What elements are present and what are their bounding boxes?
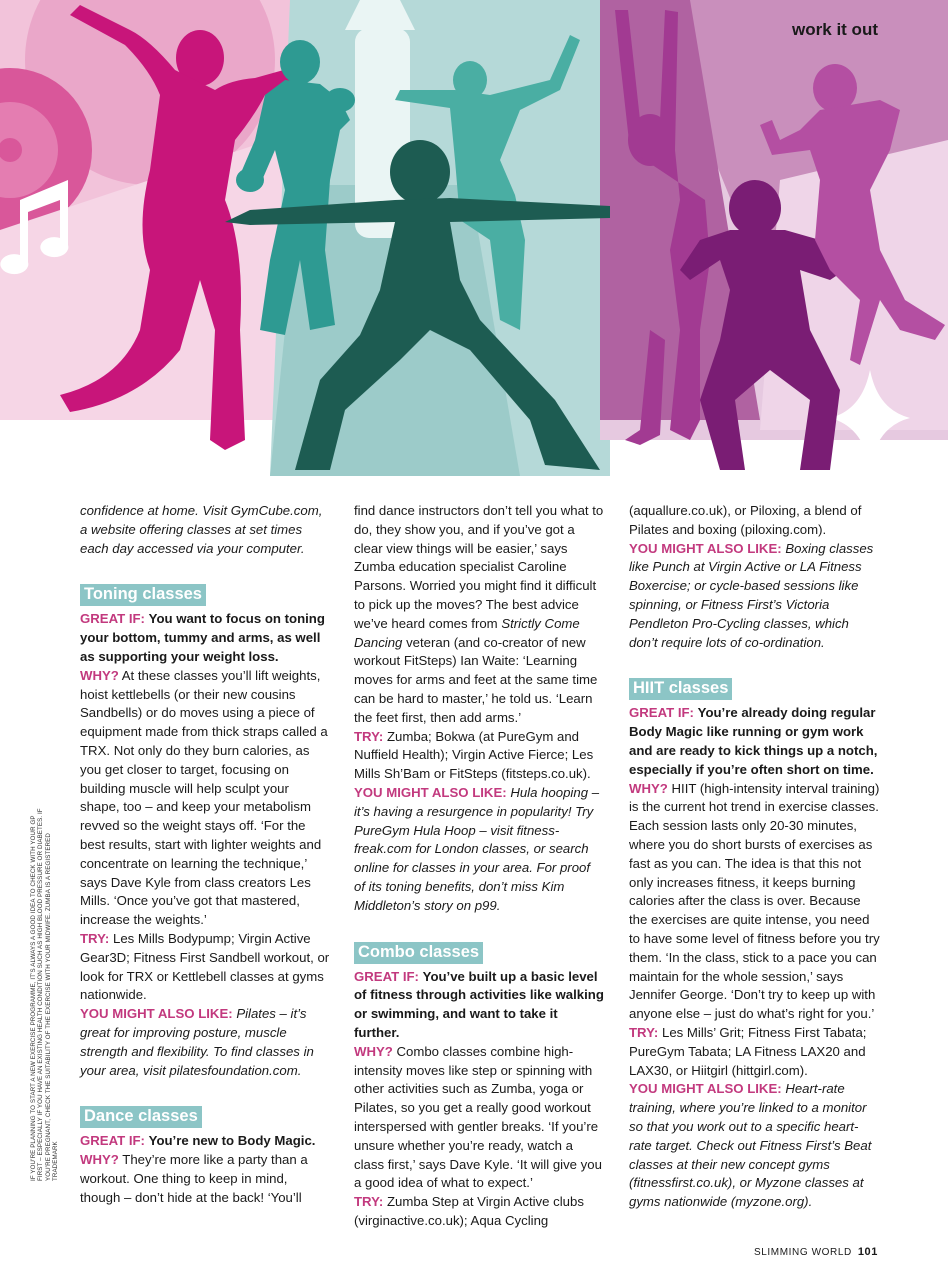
hiit-great-if: GREAT IF: You’re already doing regular Body Magic like running or gym work and are ready to kick things up a notch, especially if you’re often short on time. xyxy=(629,705,878,777)
dance-why: WHY? They’re more like a party than a workout. One thing to keep in mind, though – don’t hide at the back! ‘You’ll xyxy=(80,1152,308,1205)
try-label: TRY: xyxy=(629,1024,659,1040)
great-if-label: GREAT IF: xyxy=(80,1133,145,1149)
ymal-label: YOU MIGHT ALSO LIKE: xyxy=(629,540,782,556)
combo-continued: (aquallure.co.uk), or Piloxing, a blend of Pilates and boxing (piloxing.com). xyxy=(629,503,862,537)
try-label: TRY: xyxy=(80,930,110,946)
hiit-try: TRY: Les Mills’ Grit; Fitness First Tabata; PureGym Tabata; LA Fitness LAX20 and LAX30, or Hiitgirl (hittgirl.com). xyxy=(629,1024,867,1078)
combo-great-if: GREAT IF: You’ve built up a basic level of fitness through activities like walking or swimming, and want to take it further. xyxy=(354,968,604,1040)
combo-classes-heading: Combo classes xyxy=(354,942,483,964)
why-label: WHY? xyxy=(80,1152,119,1168)
great-if-label: GREAT IF: xyxy=(80,611,145,627)
why-label: WHY? xyxy=(354,1043,393,1059)
combo-ymal: YOU MIGHT ALSO LIKE: Boxing classes like Punch at Virgin Active or LA Fitness Boxercise; or cycle-based sessions like spinning, or Fitness First’s Victoria Pendleton Pro-Cycling classes, which don’t require lots of co-ordination. xyxy=(629,540,874,650)
toning-classes-heading: Toning classes xyxy=(80,584,206,606)
exercise-silhouettes-illustration xyxy=(0,0,948,476)
hiit-ymal: YOU MIGHT ALSO LIKE: Heart-rate training, where you’re linked to a monitor so that you work out to a specific heart-rate target. Check out Fitness First’s Beat classes at their new concept gyms (fitnessfirst.co.uk), or Myzone classes at gyms nationwide (myzone.org). xyxy=(629,1081,872,1210)
dance-great-if: GREAT IF: You’re new to Body Magic. xyxy=(80,1133,316,1149)
why-label: WHY? xyxy=(80,667,119,683)
toning-why: WHY? At these classes you’ll lift weights, hoist kettlebells (or their new cousins Sandbells) or do moves using a piece of equipment made from thick straps called a TRX. Not only do they burn calories, as you get closer to target, focusing on building muscle will help sculpt your shape, too – and keep your metabolism revved so the weight stays off. ‘For the best results, start with lighter weights and concentrate on learning the technique,’ says Dave Kyle from class creators Les Mills. ‘Once you’ve got that mastered, increase the weights.’ xyxy=(80,667,328,928)
hiit-classes-heading: HIIT classes xyxy=(629,678,732,700)
toning-ymal: YOU MIGHT ALSO LIKE: Pilates – it’s great for improving posture, muscle strength and flexibility. To find classes in your area, visit pilatesfoundation.com. xyxy=(80,1006,314,1078)
hero-illustration xyxy=(0,0,948,476)
page-footer xyxy=(754,1246,878,1258)
great-if-label: GREAT IF: xyxy=(354,968,419,984)
dance-try: TRY: Zumba; Bokwa (at PureGym and Nuffield Health); Virgin Active Fierce; Les Mills Sh’Bam or FitSteps (fitsteps.co.uk). xyxy=(354,728,594,782)
ymal-label: YOU MIGHT ALSO LIKE: xyxy=(629,1081,782,1097)
why-label: WHY? xyxy=(629,780,668,796)
section-tag: work it out xyxy=(792,20,878,39)
combo-why: WHY? Combo classes combine high-intensity moves like step or spinning with other activities such as Zumba, yoga or Pilates, so you get a really good workout interspersed with gentler breaks. ‘If you’re unsure whether you’re ready, watch a class first,’ says Dave Kyle. ‘It will give you a good idea of what to expect.’ xyxy=(354,1043,602,1191)
publication-name: SLIMMING WORLD xyxy=(753,1247,852,1258)
combo-try: TRY: Zumba Step at Virgin Active clubs (virginactive.co.uk); Aqua Cycling xyxy=(354,1194,584,1228)
toning-great-if: GREAT IF: You want to focus on toning your bottom, tummy and arms, as well as supporting your weight loss. xyxy=(80,611,325,664)
column-2 xyxy=(354,502,604,1231)
dance-continued: find dance instructors don’t tell you what to do, they show you, and if you’ve got a clear view things will be easier,’ says Zumba education specialist Caroline Parsons. Worried you might find it difficult to pick up the moves? The best advice we’ve heard comes from Strictly Come Dancing veteran (and co-creator of new workout FitSteps) Ian Waite: ‘Learning moves for arms and feet at the same time can be hard to master,’ he told us. ‘Learn the feet first, then add arms.’ xyxy=(354,503,604,725)
try-label: TRY: xyxy=(354,728,384,744)
intro-text: confidence at home. Visit GymCube.com, a website offering classes at set times each day accessed via your computer. xyxy=(80,503,323,556)
column-1 xyxy=(80,502,330,1208)
disclaimer-text: IF YOU’RE PLANNING TO START A NEW EXERCISE PROGRAMME, IT’S ALWAYS A GOOD IDEA TO CHECK WITH YOUR GP FIRST – ESPECIALLY IF YOU HAVE AN EXISTING HEALTH CONDITION SUCH AS HIGH BLOOD PRESSURE OR DIABETES. IF YOU’RE PREGNANT, CHECK THE SUITABILITY OF THE EXERCISE WITH YOUR MIDWIFE. ZUMBA IS A REGISTERED TRADEMARK xyxy=(30,808,60,1181)
toning-try: TRY: Les Mills Bodypump; Virgin Active Gear3D; Fitness First Sandbell workout, or look for TRX or Kettlebell classes at gyms nationwide. xyxy=(80,930,330,1003)
ymal-label: YOU MIGHT ALSO LIKE: xyxy=(354,784,507,800)
hiit-why: WHY? HIIT (high-intensity interval training) is the current hot trend in exercise classes. Each session lasts only 20-30 minutes, where you do short bursts of exercises as fast as you can. The idea is that this not only increases fitness, it keeps burning calories after the class is over. Because the exercises are quite intense, you need to have some level of fitness before you try them. ‘In the class, stick to a pace you can maintain for the whole session,’ says Jennifer George. ‘Don’t try to keep up with anyone else – just do what’s right for you.’ xyxy=(629,780,880,1022)
great-if-label: GREAT IF: xyxy=(629,705,694,721)
page-number: 101 xyxy=(857,1246,878,1258)
dance-ymal: YOU MIGHT ALSO LIKE: Hula hooping – it’s having a resurgence in popularity! Try PureGym Hula Hoop – visit fitness-freak.com for London classes, or search online for classes in your area. For proof of its toning benefits, don’t miss Kim Middleton’s story on p99. xyxy=(354,784,600,913)
dance-classes-heading: Dance classes xyxy=(80,1106,202,1128)
try-label: TRY: xyxy=(354,1194,384,1210)
column-3 xyxy=(629,502,881,1212)
ymal-label: YOU MIGHT ALSO LIKE: xyxy=(80,1006,233,1022)
